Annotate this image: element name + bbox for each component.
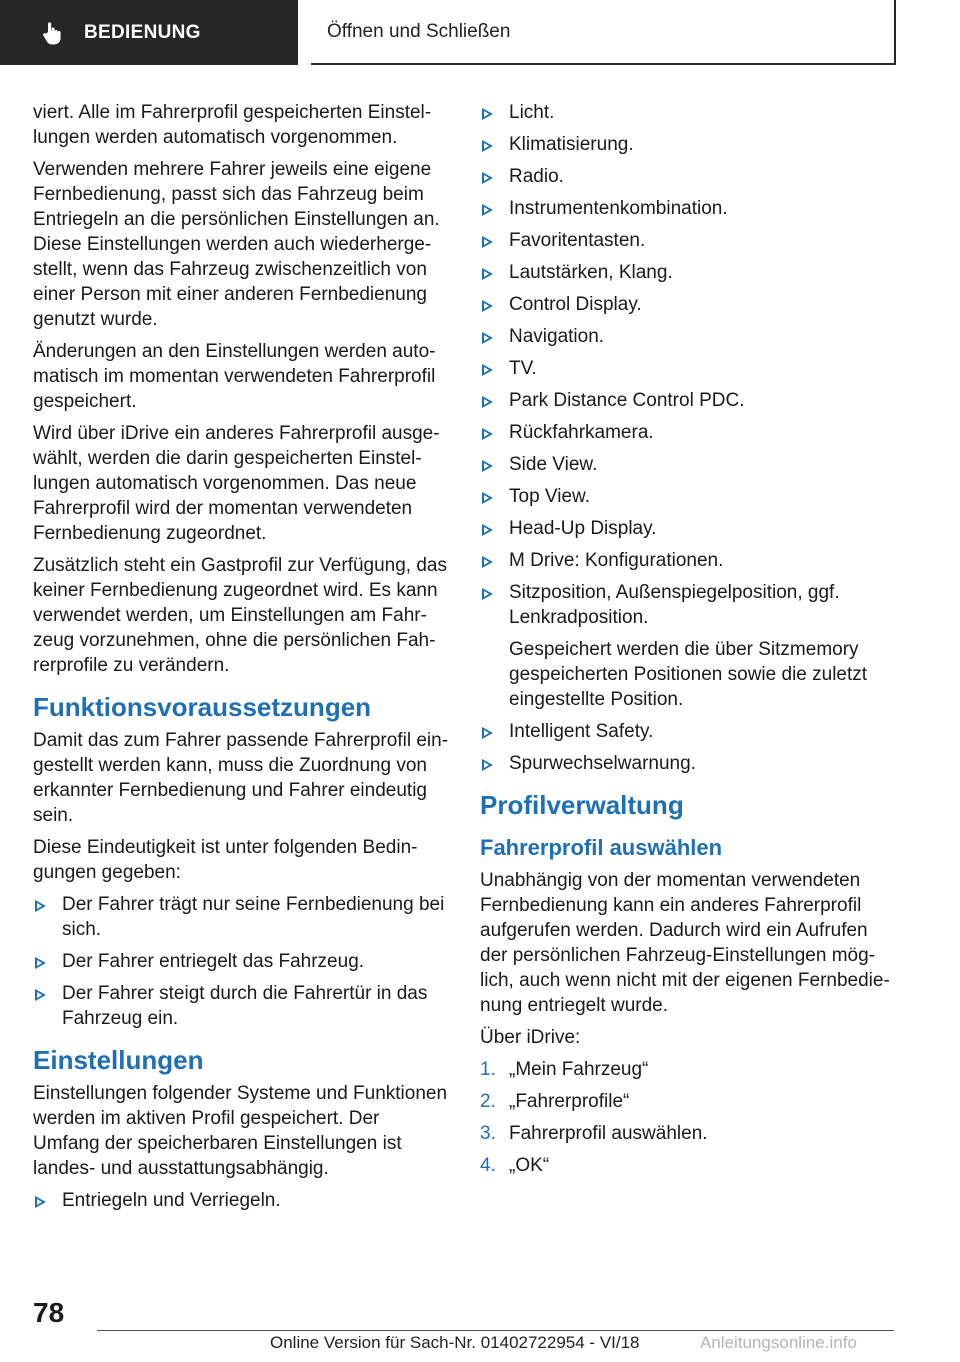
settings-list xyxy=(33,1188,449,1213)
paragraph: viert. Alle im Fahrerprofil gespeicherten Einstellungen werden automatisch vorgenommen. xyxy=(33,102,432,148)
heading-profilverwaltung: Profilverwaltung xyxy=(480,790,684,820)
paragraph: Einstellungen folgender Systeme und Funktionen werden im aktiven Profil gespeichert. Der Umfang der speicherbaren Einstellungen ist landes- und ausstattungsabhängig. xyxy=(33,1083,448,1179)
list-item: Side View. xyxy=(480,452,900,477)
seat-memory-note: Gespeichert werden die über Sitzmemory gespeicherten Positionen sowie die zuletzt eingestellte Position. xyxy=(509,639,868,710)
steps-list xyxy=(480,1057,900,1178)
step-text: Fahrerprofil auswählen. xyxy=(509,1123,708,1144)
page-number: 78 xyxy=(33,1297,65,1328)
section-label: BEDIENUNG xyxy=(84,21,201,43)
hand-icon xyxy=(42,21,64,45)
settings-list-continued xyxy=(480,100,900,776)
section-header xyxy=(0,0,298,65)
list-item: Park Distance Control PDC. xyxy=(480,388,900,413)
list-item: Head-Up Display. xyxy=(480,516,900,541)
heading-fahrerprofil-auswaehlen: Fahrerprofil auswählen xyxy=(480,835,723,860)
step-text: „Mein Fahrzeug“ xyxy=(509,1059,649,1080)
list-item: Favoritentasten. xyxy=(480,228,900,253)
step-item xyxy=(480,1153,900,1178)
list-item: Intelligent Safety. xyxy=(480,719,900,744)
paragraph: Diese Eindeutigkeit ist unter folgenden Bedingungen gegeben: xyxy=(33,837,418,883)
paragraph: Verwenden mehrere Fahrer jeweils eine eigene Fernbedienung, passt sich das Fahrzeug beim Entriegeln an die persönlichen Einstellungen an. Diese Einstellungen werden auch wiederhergestellt, wenn das Fahrzeug zwischenzeitlich von einer Person mit einer anderen Fernbedienung genutzt wurde. xyxy=(33,159,440,330)
chapter-title: Öffnen und Schließen xyxy=(327,20,511,42)
left-column xyxy=(33,100,449,1220)
step-text: „Fahrerprofile“ xyxy=(509,1091,630,1112)
step-item xyxy=(480,1121,900,1146)
step-number: 1. xyxy=(480,1059,496,1080)
list-item: Licht. xyxy=(480,100,900,125)
paragraph: Über iDrive: xyxy=(480,1027,581,1048)
list-item: Entriegeln und Verriegeln. xyxy=(33,1188,449,1213)
step-item xyxy=(480,1057,900,1082)
list-item: Top View. xyxy=(480,484,900,509)
watermark: Anleitungsonline.info xyxy=(700,1333,857,1352)
footer-text: Online Version für Sach-Nr. 01402722954 - VI/18 xyxy=(270,1333,640,1352)
step-number: 3. xyxy=(480,1123,496,1144)
heading-einstellungen: Einstellungen xyxy=(33,1045,204,1075)
condition-list xyxy=(33,892,449,1031)
heading-funktionsvoraussetzungen: Funktionsvoraussetzungen xyxy=(33,692,372,722)
footer-divider xyxy=(97,1330,894,1331)
right-column xyxy=(480,100,900,1185)
paragraph: Unabhängig von der momentan verwendeten Fernbedienung kann ein anderes Fahrerprofil aufgerufen werden. Dadurch wird ein Aufrufen der persönlichen Fahrzeug-Einstellungen möglich, auch wenn nicht mit der eigenen Fernbedienung entriegelt wurde. xyxy=(480,870,890,1016)
list-item: Der Fahrer steigt durch die Fahrertür in das Fahrzeug ein. xyxy=(33,981,449,1031)
list-item: Radio. xyxy=(480,164,900,189)
list-item: Rückfahrkamera. xyxy=(480,420,900,445)
list-item: M Drive: Konfigurationen. xyxy=(480,548,900,573)
list-item: Control Display. xyxy=(480,292,900,317)
list-item: Lautstärken, Klang. xyxy=(480,260,900,285)
list-item: Spurwechselwarnung. xyxy=(480,751,900,776)
list-item: Navigation. xyxy=(480,324,900,349)
list-item: Klimatisierung. xyxy=(480,132,900,157)
step-number: 2. xyxy=(480,1091,496,1112)
list-item: Der Fahrer trägt nur seine Fernbedienung bei sich. xyxy=(33,892,449,942)
chapter-header xyxy=(311,0,896,65)
list-item: Der Fahrer entriegelt das Fahrzeug. xyxy=(33,949,449,974)
step-number: 4. xyxy=(480,1155,496,1176)
step-text: „OK“ xyxy=(509,1155,550,1176)
paragraph: Änderungen an den Einstellungen werden automatisch im momentan verwendeten Fahrerprofil gespeichert. xyxy=(33,341,436,412)
list-item xyxy=(480,580,900,712)
paragraph: Damit das zum Fahrer passende Fahrerprofil eingestellt werden kann, muss die Zuordnung von erkannter Fernbedienung und Fahrer eindeutig sein. xyxy=(33,730,449,826)
list-item-text: Sitzposition, Außenspiegelposition, ggf. Lenkradposition. xyxy=(509,582,840,628)
step-item xyxy=(480,1089,900,1114)
list-item: TV. xyxy=(480,356,900,381)
list-item: Instrumentenkombination. xyxy=(480,196,900,221)
paragraph: Zusätzlich steht ein Gastprofil zur Verfügung, das keiner Fernbedienung zugeordnet wird. Es kann verwendet werden, um Einstellungen am Fahrzeug vorzunehmen, ohne die persönlichen Fahrerprofile zu verändern. xyxy=(33,555,447,676)
paragraph: Wird über iDrive ein anderes Fahrerprofil ausgewählt, werden die darin gespeicherten Einstellungen automatisch vorgenommen. Das neue Fahrerprofil wird der momentan verwendeten Fernbedienung zugeordnet. xyxy=(33,423,440,544)
